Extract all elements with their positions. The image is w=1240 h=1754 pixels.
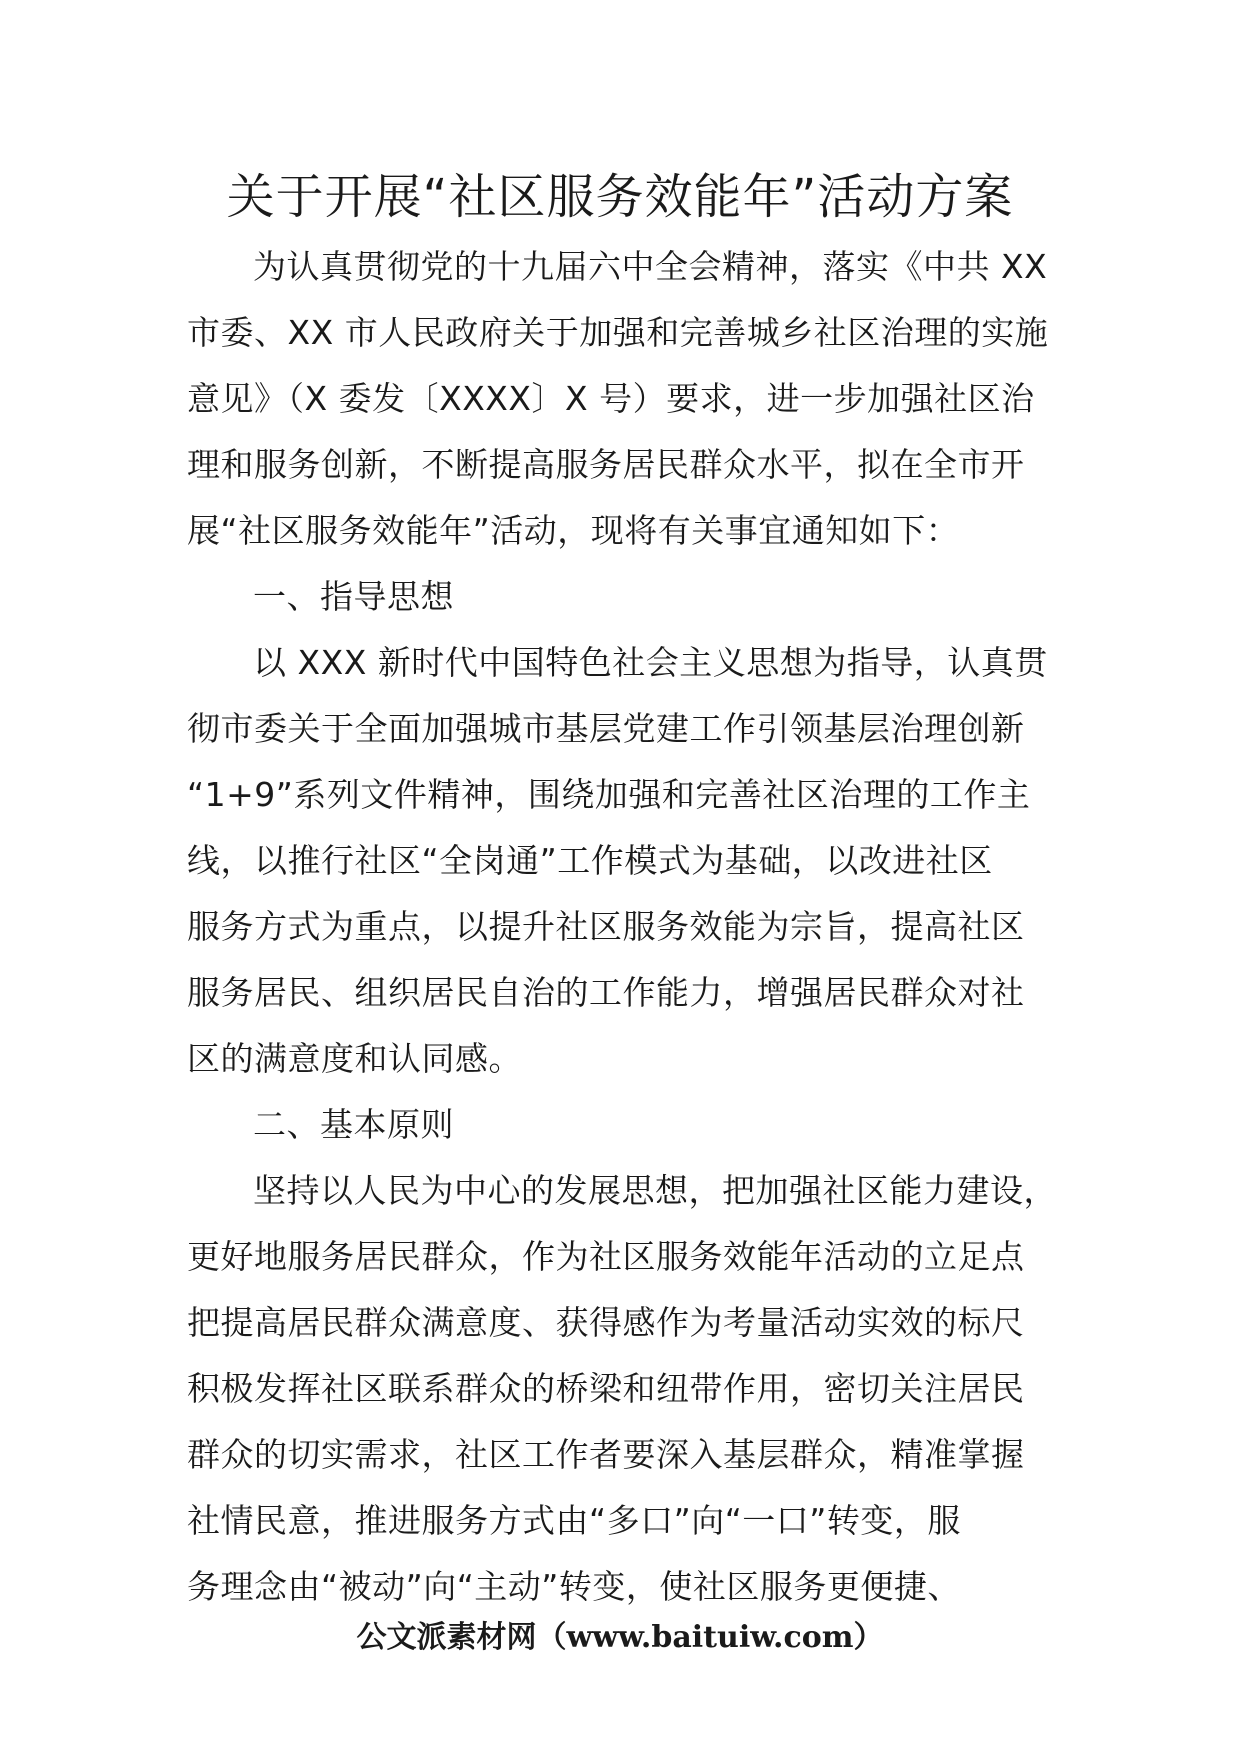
paragraph-line: 线，以推行社区“全岗通”工作模式为基础，以改进社区 [187, 841, 993, 880]
paragraph-line: 彻市委关于全面加强城市基层党建工作引领基层治理创新 [187, 709, 1025, 748]
paragraph-line: 区的满意度和认同感。 [187, 1039, 522, 1078]
document-body [187, 234, 1057, 1620]
paragraph-line: 服务居民、组织居民自治的工作能力，增强居民群众对社 [187, 973, 1025, 1012]
paragraph-line: 市委、XX 市人民政府关于加强和完善城乡社区治理的实施 [187, 313, 1049, 352]
paragraph-line: 以 XXX 新时代中国特色社会主义思想为指导，认真贯 [253, 643, 1048, 682]
paragraph-line: 展“社区服务效能年”活动，现将有关事宜通知如下： [187, 511, 960, 550]
paragraph-line: 把提高居民群众满意度、获得感作为考量活动实效的标尺 [187, 1303, 1025, 1342]
paragraph-line: 积极发挥社区联系群众的桥梁和纽带作用，密切关注居民 [187, 1369, 1025, 1408]
section-heading: 一、指导思想 [253, 577, 454, 616]
paragraph-line: 理和服务创新，不断提高服务居民群众水平，拟在全市开 [187, 445, 1025, 484]
paragraph-line: 坚持以人民为中心的发展思想，把加强社区能力建设， [253, 1171, 1057, 1210]
section-heading: 二、基本原则 [253, 1105, 454, 1144]
document-title: 关于开展“社区服务效能年”活动方案 [226, 169, 1014, 225]
paragraph-line: 意见》（X 委发〔XXXX〕X 号）要求，进一步加强社区治 [187, 379, 1035, 418]
paragraph-line: 更好地服务居民群众，作为社区服务效能年活动的立足点 [187, 1237, 1025, 1276]
source-footer: 公文派素材网（www.baituiw.com） [356, 1620, 884, 1655]
paragraph-line: “1+9”系列文件精神，围绕加强和完善社区治理的工作主 [187, 775, 1031, 814]
paragraph-line: 服务方式为重点，以提升社区服务效能为宗旨，提高社区 [187, 907, 1025, 946]
paragraph-line: 社情民意，推进服务方式由“多口”向“一口”转变，服 [187, 1501, 961, 1540]
paragraph-line: 为认真贯彻党的十九届六中全会精神，落实《中共 XX [253, 247, 1048, 286]
paragraph-line: 群众的切实需求，社区工作者要深入基层群众，精准掌握 [187, 1435, 1025, 1474]
paragraph-line: 务理念由“被动”向“主动”转变，使社区服务更便捷、 [187, 1567, 961, 1606]
